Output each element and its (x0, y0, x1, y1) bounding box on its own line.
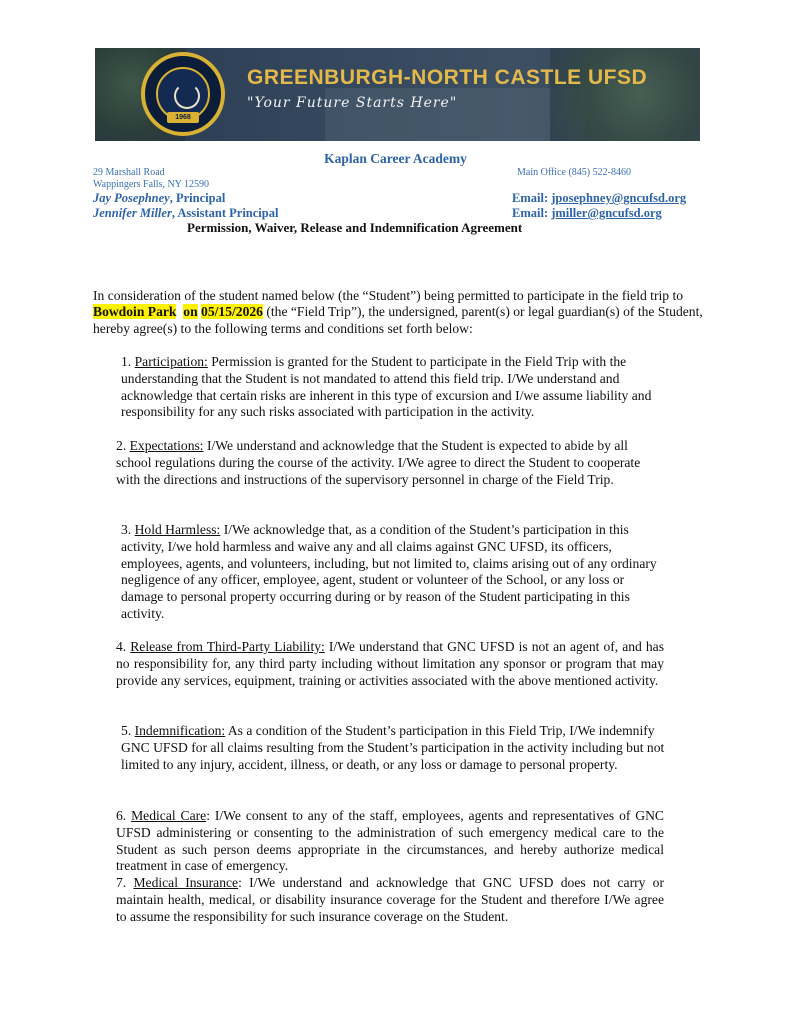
section-heading: Hold Harmless: (134, 522, 221, 537)
intro-text-end: (the “Field Trip”), the undersigned, parent(s) or legal guardian(s) of the Student, hereby agree(s) to the following terms and conditions set forth below: (93, 304, 703, 336)
intro-text-start: In consideration of the student named below (the “Student”) being permitted to participate in the field trip to (93, 288, 684, 303)
section-heading: Medical Care (131, 808, 207, 823)
principal-name: Jay Posephney (93, 191, 170, 205)
section-number: 7. (116, 875, 134, 890)
agreement-title: Permission, Waiver, Release and Indemnification Agreement (187, 220, 523, 235)
principal-email-link[interactable]: jposephney@gncufsd.org (551, 191, 687, 205)
section-body: : I/We understand and acknowledge that GNC UFSD does not carry or maintain health, medical, or disability insurance coverage for the Student and therefore I/We agree to assume the responsibility for such insurance coverage on the Student. (116, 875, 665, 924)
principal-line (93, 191, 225, 206)
section-medical-care (116, 808, 664, 875)
section-body: I/We understand and acknowledge that the Student is expected to abide by all school regulations during the course of the activity. I/We agree to direct the Student to cooperate with the directions and instructions of the supervisory personnel in charge of the Field Trip. (116, 438, 641, 487)
principal-email-line (512, 191, 686, 206)
section-number: 5. (121, 723, 135, 738)
assistant-principal-line (93, 206, 278, 221)
section-heading: Medical Insurance (133, 875, 239, 890)
section-medical-insurance (116, 875, 664, 925)
email-label: Email: (512, 206, 552, 220)
district-name: GREENBURGH-NORTH CASTLE UFSD (247, 66, 648, 89)
district-tagline: "Your Future Starts Here" (247, 95, 458, 111)
section-expectations (116, 438, 664, 488)
banner-trees-right (550, 48, 700, 141)
section-body: I/We understand that GNC UFSD is not an agent of, and has no responsibility for, any third party including without limitation any sponsor or program that may provide any services, equipment, training or activities associated with the above mentioned activity. (116, 639, 664, 688)
assistant-principal-name: Jennifer Miller (93, 206, 172, 220)
trip-date: 05/15/2026 (201, 304, 263, 320)
address-city: Wappingers Falls, NY 12590 (93, 179, 210, 190)
email-label: Email: (512, 191, 552, 205)
section-heading: Participation: (134, 354, 208, 369)
section-number: 2. (116, 438, 130, 453)
principal-title: , Principal (169, 191, 226, 205)
section-number: 6. (116, 808, 132, 823)
intro-paragraph (93, 288, 703, 337)
section-heading: Release from Third-Party Liability: (130, 639, 325, 654)
main-office-phone: Main Office (845) 522-8460 (517, 167, 631, 178)
seal-year: 1968 (175, 114, 191, 121)
section-indemnification (121, 723, 669, 773)
section-number: 4. (116, 639, 131, 654)
laurel-wreath-icon (174, 83, 200, 109)
district-banner (95, 48, 700, 141)
assistant-principal-email-line (512, 206, 662, 221)
section-body: Permission is granted for the Student to participate in the Field Trip with the understanding that the Student is not mandated to attend this field trip. I/We understand and acknowledge that certain risks are inherent in this type of excursion and I/we assume liability and responsibility for any such risks associated with participation in the activity. (121, 354, 652, 420)
section-number: 1. (121, 354, 135, 369)
section-number: 3. (121, 522, 135, 537)
trip-location: Bowdoin Park (93, 304, 177, 320)
assistant-principal-title: , Assistant Principal (171, 206, 279, 220)
section-body: : I/We consent to any of the staff, employees, agents and representatives of GNC UFSD administering or consenting to the administration of such emergency medical care to the Student as such person deems appropriate in the circumstances, and hereby authorize medical treatment in case of emergency. (116, 808, 664, 874)
section-heading: Indemnification: (134, 723, 226, 738)
section-heading: Expectations: (129, 438, 204, 453)
assistant-principal-email-link[interactable]: jmiller@gncufsd.org (551, 206, 662, 220)
on-word: on (183, 304, 198, 320)
section-third-party-release (116, 639, 664, 689)
section-hold-harmless (121, 522, 669, 623)
section-participation (121, 354, 669, 421)
district-seal-logo (141, 52, 225, 136)
address-street: 29 Marshall Road (93, 167, 165, 178)
school-name: Kaplan Career Academy (324, 151, 467, 166)
section-body: As a condition of the Student’s participation in this Field Trip, I/We indemnify GNC UFSD for all claims resulting from the Student’s participation in the activity including but not limited to any injury, accident, illness, or death, or any loss or damage to personal property. (121, 723, 665, 772)
section-body: I/We acknowledge that, as a condition of the Student’s participation in this activity, I/we hold harmless and waive any and all claims against GNC UFSD, its officers, employees, agents, and volunteers, including, but not limited to, claims arising out of any ordinary negligence of any officer, employee, agent, student or volunteer of the School, or any loss or damage to personal property occurring during or by reason of the Student participating in this activity. (121, 522, 657, 621)
